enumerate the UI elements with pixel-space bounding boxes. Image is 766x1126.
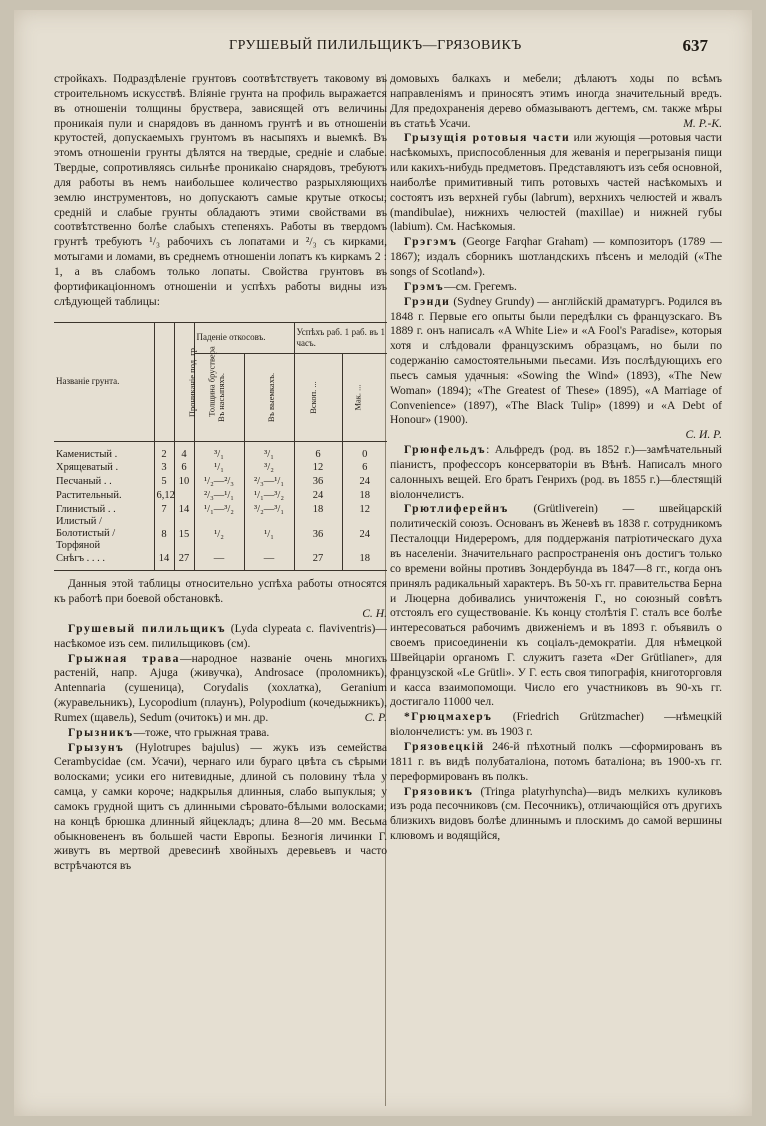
soil-properties-table: [54, 322, 387, 572]
table-header-thickness: Толщина бруствера: [174, 322, 194, 441]
entry-headword: Грязовецкій: [404, 739, 485, 753]
paragraph-table-note: Данныя этой таблицы относительно успѣха работы относятся къ работѣ при боевой обстановкѣ.: [54, 577, 387, 606]
signature: С. Н.: [362, 606, 387, 620]
signature: М. Р.-К.: [683, 116, 722, 130]
entry-grushevyi-pililshchik: Грушевый пилильщикъ (Lyda clypeata с. flaviventris)—насѣкомое изъ сем. пилильщиковъ (см).: [54, 621, 388, 650]
entry-gryzhnaya-trava: Грыжная трава—народное названіе очень многихъ растеній, напр. Ajuga (живучка), Androsace (проломникъ), Antennaria (сушеница), Corydalis (хохлатка), Geranium (журавельникъ), Lycopodium (плаунъ), Polypodium (кочедыжникъ), Rumex (щавель), Sedum (очитокъ) и мн. др. С. Р.: [54, 651, 388, 724]
table-row: Глинистый . . 7 14 ¹/₁—³/₂ ³/₂—³/₁ 18 12: [56, 503, 371, 515]
entry-headword: Грэмъ: [404, 279, 445, 293]
table-row: Илистый / Болотистый / Торфяной 8 15 ¹/₂ ¹/₁ 36 24: [56, 516, 371, 552]
entry-headword: Грэгэмъ: [404, 235, 458, 249]
table-header-name: Названіе грунта.: [54, 322, 154, 441]
entry-greham: Грэгэмъ (George Farqhar Graham) — композиторъ (1789 — 1867); издалъ сборникъ шотландскихъ пѣсенъ и мелодій («The songs of Scotland»).: [390, 235, 722, 278]
signature: С. Р.: [364, 710, 387, 724]
table-row: Растительный. 6,12 ²/₃—¹/₁ ¹/₁—³/₂ 24 18: [56, 489, 371, 501]
table-header-penetration: Прониканіе под. гр.: [154, 322, 174, 441]
page-number: 637: [682, 36, 708, 55]
entry-headword: Грэнди: [404, 294, 451, 308]
entry-headword: Грыжная трава: [68, 651, 180, 665]
running-head: [14, 38, 752, 62]
table-row: Каменистый . 2 4 ³/₁ ³/₁ 6 0: [54, 441, 387, 461]
table-row: Снѣгъ . . . . 14 27 — — 27 18: [54, 552, 387, 570]
right-column: [390, 72, 722, 844]
table-header-dug: Вскоп. ...: [294, 353, 342, 441]
entry-grutliverein: Грютлиферейнъ (Grütliverein) — швейцарскій политическій союзъ. Основанъ въ Женевѣ въ 1838 г. сотрудникомъ Песталоцци Нидереромъ, для поддержанія патріотическаго духа въ населеніи. Значительнаго распространенія онъ достигъ только со времени войны противъ Зондербунда въ 1847—8 гг., когда онъ принялъ радикальный характеръ. Въ 50-хъ гг. правительства Берна и Люцерна добивались уничтоженія Г., но союзный совѣтъ отстоялъ его существованіе. Къ концу столѣтія Г. сталъ все болѣе интересоваться рабочимъ движеніемъ и въ 1893 г. объявилъ о своемъ присоединеніи къ соціалъ-демократіи. Для нѣмецкой Швейцаріи органомъ Г. служитъ газета «Der Grütlianer», для французской «Le Grütli». У Г. есть своя типографія, книготорговля и касса взаимопомощи. Число его участниковъ въ 90-хъ гг. достигало 11000 чел.: [390, 502, 722, 709]
entry-headword: Грязовикъ: [404, 784, 474, 798]
book-page: [14, 10, 752, 1116]
entry-headword: Грюнфельдъ: [404, 443, 487, 457]
table-header-thrown: Мак. ...: [342, 353, 387, 441]
running-title: ГРУШЕВЫЙ ПИЛИЛЬЩИКЪ—ГРЯЗОВИКЪ: [229, 38, 522, 53]
entry-gryzushchiya-rotovyya-chasti: Грызущія ротовыя части или жующія —ротовыя части насѣкомыхъ, приспособленныя для жеванія и перегрызанія пищи или какихъ-нибудь предметовъ. Представляютъ изъ себя основной, наиболѣе примитивный типъ ротовыхъ частей насѣкомыхъ и состоятъ изъ верхней губы (labrum), верхнихъ челюстей и жвалъ (mandibulae), нижнихъ челюстей (maxillae) и нижней губы (labium). См. Насѣкомыя.: [390, 131, 722, 234]
entry-grem: Грэмъ—см. Грегемъ.: [404, 279, 517, 293]
left-column: [54, 72, 387, 874]
signature: С. И. Р.: [685, 428, 722, 442]
entry-grundy: Грэнди (Sydney Grundy) — англійскій драматургъ. Родился въ 1848 г. Первые его опыты были передѣлки съ французскаго. Въ 1889 г. онъ написалъ «A White Lie» и «A Fool's Paradise», которыя хотя и слѣдовали французскимъ образцамъ, но были по содержанію самостоятельными пьесами. Изъ послѣдующихъ его пьесъ самыя удачныя: «Sowing the Wind» (1893), «The New Woman» (1894); «The Greatest of These» (1895), «A Marriage of Convenience» (1897), «The Black Tulip» (1899) и «A Debt of Honour» (1900).: [390, 294, 722, 427]
paragraph-soil-intro: стройкахъ. Подраздѣленіе грунтовъ соотвѣтствуетъ таковому въ строительномъ искусствѣ. Вліяніе грунта на профиль выражается въ отношеніи толщины бруствера, зависящей отъ величины проникаія пули и снарядовъ въ данномъ грунтѣ и въ отношеніи крутостей, допускаемыхъ грунтомъ въ насыпяхъ и выемкѣ. Въ этомъ отношеніи грунты дѣлятся на твердые, средніе и слабые. Твердые, сопротивляясь сильнѣе проникаію снарядовъ, требуютъ для работы въ немъ наибольшее количество разрыхляющихъ землю инструментовъ, но допускаютъ самые крутые откосы; средній и слабые грунты обладаютъ этими свойствами въ соотвѣтственно болѣе слабыхъ степеняхъ. Работы въ твердомъ грунтѣ требуютъ ¹/₃ рабочихъ съ лопатами и ²/₃ съ кирками, мотыгами и ломами, въ среднемъ отношеніи лопатъ къ киркамъ 2 : 1, а въ слабомъ только лопаты. Свойства грунтовъ въ фортификаціонномъ отношеніи и успѣхъ работы видны изъ слѣдующей таблицы:: [54, 72, 387, 308]
entry-headword: Грютлиферейнъ: [404, 502, 509, 516]
table-header-cut: Въ выемкахъ.: [244, 353, 294, 441]
table-header-fill: Въ насыпяхъ.: [194, 353, 244, 441]
entry-grunfeld: Грюнфельдъ: Альфредъ (род. въ 1852 г.)—замѣчательный піанистъ, профессоръ консерваторіи въ Вѣнѣ. Написалъ много салонныхъ вещей. Его братъ Генрихъ (род. въ 1855 г.)—блестящій віолончелистъ.: [390, 443, 722, 501]
entry-headword: Грызникъ: [68, 725, 134, 739]
entry-gryazovetsky-polk: Грязовецкій 246-й пѣхотный полкъ —сформированъ въ 1811 г. въ видѣ полубаталіона, потомъ баталіона; въ 1900-хъ гг. переформированъ въ полкъ.: [390, 739, 722, 783]
entry-headword: Грызунъ: [68, 740, 125, 754]
entry-gryazovik: Грязовикъ (Tringa platyrhyncha)—видъ мелкихъ куликовъ изъ рода песочниковъ (см. Песочникъ), отличающійся отъ другихъ близкихъ видовъ болѣе длиннымъ и плоскимъ до самой вершины клювомъ и водящійся,: [390, 784, 722, 843]
entry-headword: Грызущія ротовыя части: [404, 131, 571, 145]
table-header-fall-group: Паденіе откосовъ.: [194, 322, 294, 353]
entry-gryzun: Грызунъ (Hylotrupes bajulus) — жукъ изъ семейства Cerambycidae (см. Усачи), чернаго или бураго цвѣта съ сѣрыми волосками; усики его нитевидные, длиной съ половину тѣла у самца, у самки короче; надкрылья длинныя, слабо выпуклыя; у самокъ грудной щитъ съ длинными сѣровато-бѣлыми волосками; на концѣ брюшка длинный яйцекладъ; длина 8—20 мм. Весьма обыкновененъ въ большей части Европы. Безногія личинки Г. живутъ въ мертвой древесинѣ хвойныхъ деревьевъ и часто встрѣчаются въ: [54, 740, 387, 873]
table-header-success-group: Успѣхъ раб. 1 раб. въ 1 часъ.: [294, 322, 387, 353]
entry-gryznik: Грызникъ—тоже, что грыжная трава.: [68, 725, 270, 739]
entry-headword: *Грюцмахеръ: [404, 710, 493, 724]
entry-headword: Грушевый пилильщикъ: [68, 621, 227, 635]
table-row: Песчаный . . 5 10 ¹/₂—²/₃ ²/₃—¹/₁ 36 24: [56, 476, 371, 488]
paragraph-continuation: домовыхъ балкахъ и мебели; дѣлаютъ ходы по всѣмъ направленіямъ и приносятъ этимъ иногда значительный вредъ. Для предохраненія дерево обмазываютъ дегтемъ, см. также мѣры въ статьѣ Усачи. М. Р.-К.: [390, 72, 722, 130]
table-row: Хрящеватый . 3 6 ¹/₁ ³/₂ 12 6: [56, 462, 368, 474]
entry-grutzmacher: *Грюцмахеръ (Friedrich Grützmacher) —нѣмецкій віолончелистъ: ум. въ 1903 г.: [390, 710, 722, 739]
